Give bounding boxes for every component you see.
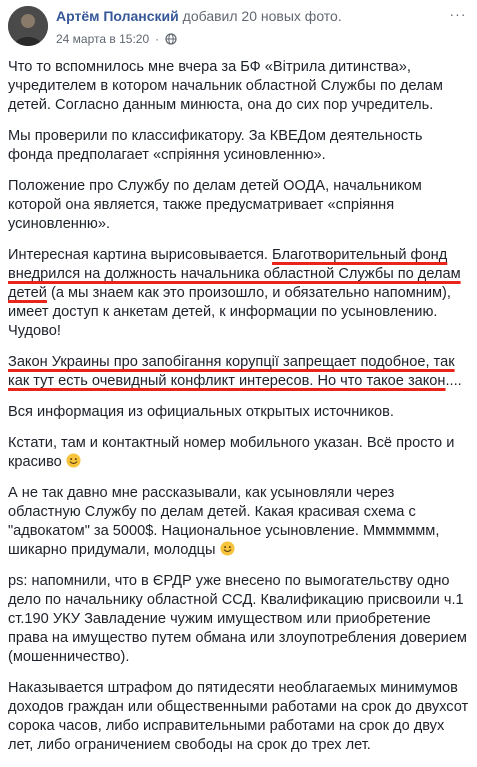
paragraph-text: Кстати, там и контактный номер мобильного указан. Всё просто и красиво	[8, 435, 455, 470]
paragraph-text: ps: напомнили, что в ЄРДР уже внесено по вымогательству одно дело по начальнику областной ССД. Квалификацию присвоили ч.1 ст.190 УКУ Завладение чужим имуществом или приобретение права на имущество путем обмана или злоупотребления доверием (мошенничество).	[8, 573, 467, 665]
post-paragraph	[8, 177, 470, 234]
paragraph-text: ....	[445, 373, 462, 389]
post-meta: 24 марта в 15:20 ·	[56, 32, 177, 46]
paragraph-text: Интересная картина вырисовывается.	[8, 247, 273, 263]
paragraph-text: Положение про Службу по делам детей ООДА, начальником которой она является, также предусматривает «спріяння усиновленню».	[8, 178, 422, 232]
author-line	[56, 8, 342, 24]
post-paragraph	[8, 484, 470, 560]
paragraph-text: Мы проверили по классификатору. За КВЕДом деятельность фонда предполагает «спріяння усиновленню».	[8, 128, 423, 163]
globe-icon	[165, 33, 177, 45]
post-paragraph	[8, 58, 470, 115]
post-paragraph	[8, 434, 470, 472]
post-timestamp[interactable]: 24 марта в 15:20	[56, 32, 150, 46]
paragraph-text: Вся информация из официальных открытых источников.	[8, 404, 394, 420]
smiley-emoji-icon	[66, 453, 81, 468]
post-paragraph	[8, 572, 470, 667]
highlighted-text: Благотворительный фонд внедрился на должность начальника областной Службы по делам детей	[8, 247, 461, 301]
paragraph-text: Что то вспомнилось мне вчера за БФ «Вітрила дитинства», учредителем в котором начальник областной Службы по делам детей. Согласно данным минюста, она до сих пор учредитель.	[8, 59, 443, 113]
post-paragraph	[8, 353, 470, 391]
paragraph-text: Наказывается штрафом до пятидесяти необлагаемых минимумов доходов граждан или общественными работами на срок до двухсот сорока часов, либо исправительными работами на срок до двух лет, либо ограничением свободы на срок до трех лет.	[8, 680, 469, 753]
paragraph-text: А не так давно мне рассказывали, как усыновляли через областную Службу по делам детей. Какая красивая схема с "адвокатом" за 5000$. Национальное усыновление. Ммммммм, шикарно придумали, молодцы	[8, 485, 440, 558]
post-paragraph	[8, 127, 470, 165]
smiley-emoji-icon	[220, 541, 235, 556]
post-paragraph	[8, 246, 470, 341]
highlighted-text: Закон Украины про запобігання корупції запрещает подобное, так как тут есть очевидный конфликт интересов. Но что такое закон	[8, 354, 455, 389]
author-name[interactable]: Артём Поланский	[56, 8, 179, 24]
author-avatar[interactable]	[8, 6, 48, 46]
paragraph-text: (а мы знаем как это произошло, и обязательно напомним), имеет доступ к анкетам детей, к информации по усыновлению. Чудово!	[8, 285, 451, 339]
post-header	[0, 0, 477, 56]
post-action-text: добавил 20 новых фото.	[182, 8, 342, 24]
post-paragraph	[8, 679, 470, 755]
post-body	[8, 58, 470, 767]
more-options-icon[interactable]: ···	[449, 6, 467, 22]
post-paragraph	[8, 403, 470, 422]
